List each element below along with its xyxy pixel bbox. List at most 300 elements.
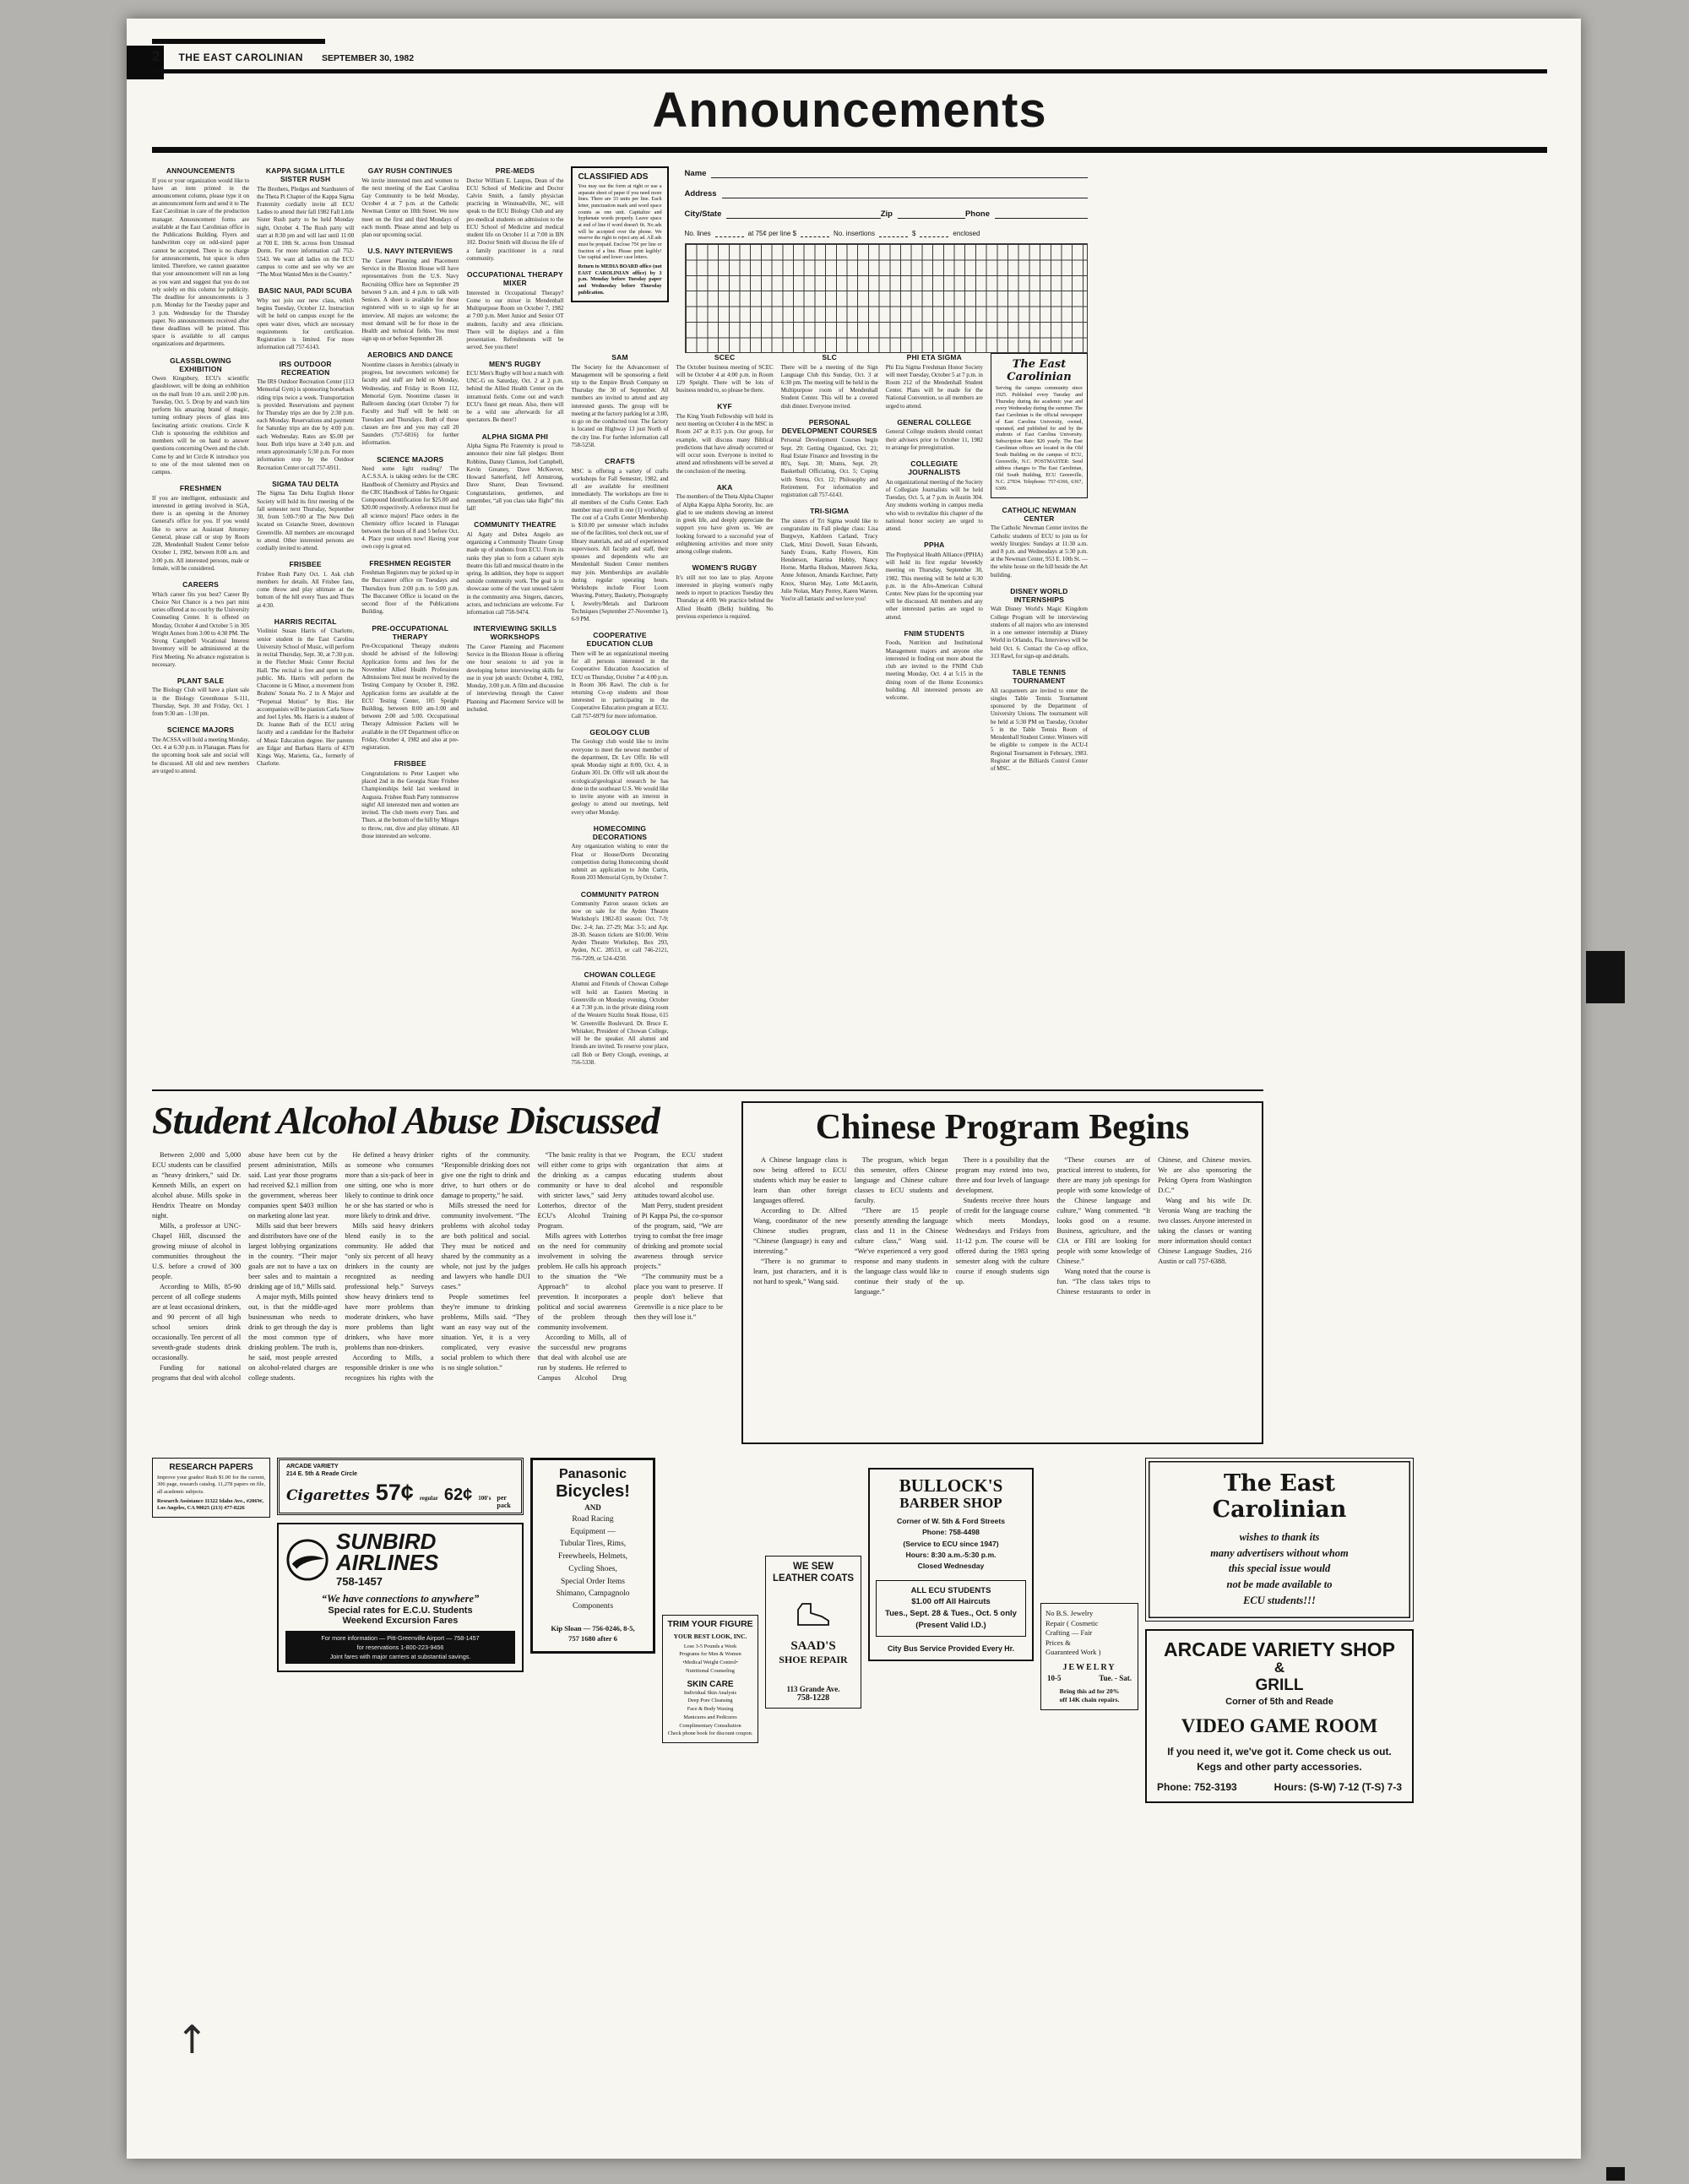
announcement-heading: COMMUNITY THEATRE — [474, 520, 557, 530]
announcement-article — [361, 624, 459, 752]
form-name-line — [685, 168, 1088, 178]
announcement-heading: AEROBICS AND DANCE — [367, 350, 453, 360]
panasonic-lines — [538, 1513, 648, 1613]
sunbird-top-row — [285, 1531, 515, 1587]
announcement-article — [886, 353, 983, 410]
announcement-body: The sisters of Tri Sigma would like to congratulate its Fall pledge class: Lisa Burgwyn, Kathleen Carland, Tracy Clark, Mitzi Dowell, Susan Edwards, Sandy Evans, Kathy Flowers, Kim Henderson, Katrina Hobby, Nancy Horne, Martha Hudson, Maureen Jicka, Anne Johnson, Amanda Karchner, Patty Knox, Sharon May, Lotte McLaurin, Julie Nolan, Mary Perrey, Karen Warren. You're all fantastic and we love you! — [780, 517, 878, 603]
announcement-heading: COOPERATIVE EDUCATION CLUB — [586, 631, 654, 649]
arcade-cigarettes-ad — [277, 1458, 524, 1516]
text-line: Prices & — [1045, 1638, 1071, 1647]
announcement-heading: ALPHA SIGMA PHI — [481, 432, 549, 441]
form-city-line — [685, 209, 1088, 219]
announcements-title: Announcements — [652, 83, 1047, 138]
arcade-variety-grill-ad — [1145, 1629, 1414, 1803]
ec-thank-you-lines — [1159, 1529, 1399, 1609]
article-paragraph: According to Mills, all of the successful new programs that deal with alcohol use are run by students. He referred to Campus Alcohol Drug Program, the ECU student organization that aims at educating students about alcohol and responsible attitudes toward alcohol use. — [537, 1150, 723, 1383]
announcement-heading: ANNOUNCEMENTS — [166, 166, 236, 175]
article-paragraph: According to Mills, 85-90 percent of all college students are at least occasional drinkers, and 90 percent of all high school seniors drink occasionally. Ten percent of all seventh-grade students drink occasionally. — [152, 1283, 242, 1362]
form-numbers-line — [685, 229, 1088, 237]
sunbird-phone: 758-1457 — [336, 1574, 383, 1588]
scan-artifact-arrow: ↑ — [176, 2017, 209, 2062]
announcement-heading: KYF — [717, 402, 732, 411]
announcement-body: If you or your organization would like to have an item printed in the announcement column, please type it on an announcement form and send it to The East Carolinian in care of the production manager. Announcement forms are available at the East Carolinian office in the Publications Building. Flyers and handwritten copy on odd-sized paper cannot be accepted. There is no charge for announcements, but space is often limited. Therefore, we cannot guarantee that your announcement will run as long as you want and suggest that you do not rely solely on this column for publicity. The deadline for announcements is 3 p.m. Monday for the Tuesday paper and 3 p.m. Wednesday for the Thursday paper. No announcements received after these deadlines will be printed. This space is available to all campus organizations and departments. — [152, 177, 250, 348]
alcohol-article-body — [152, 1150, 723, 1429]
text-line: Nutritional Counseling — [686, 1667, 735, 1674]
jewelry-hours-row — [1045, 1674, 1133, 1682]
announcement-heading: AKA — [716, 482, 733, 492]
announcement-article — [676, 563, 774, 621]
jewelry-name: JEWELRY — [1062, 1662, 1116, 1672]
cigarettes-store-name: ARCADE VARIETY — [286, 1463, 339, 1470]
saads-name-2: SHOE REPAIR — [779, 1653, 848, 1665]
feature-articles — [152, 1089, 1263, 1444]
article-paragraph: According to Mills, a responsible drinker is one who recognizes his rights with the rights of the community. “Responsible drinking does not give one the right to drink and drive, to hurt others or do damage to property,” he said. — [345, 1150, 530, 1383]
cigarettes-label-regular: regular — [419, 1495, 438, 1502]
panasonic-product: Bicycles! — [556, 1481, 630, 1501]
announcement-heading: CAREERS — [182, 580, 220, 589]
text-line: Closed Wednesday — [917, 1562, 985, 1571]
announcement-heading: FNIM STUDENTS — [904, 628, 965, 638]
announcement-article — [781, 353, 878, 410]
announcement-article — [886, 459, 983, 533]
text-line: Deep Pore Cleansing — [687, 1698, 733, 1704]
classified-title: CLASSIFIED ADS — [578, 172, 649, 182]
announcement-article — [466, 166, 563, 263]
announcements-column-2 — [257, 166, 354, 776]
panasonic-brand: Panasonic — [558, 1466, 627, 1481]
page-number: 2 — [152, 48, 160, 64]
announcements-column-5 — [571, 353, 668, 1074]
panasonic-contact-line-2: 757 1680 after 6 — [568, 1634, 617, 1643]
announcement-body: An organizational meeting of the Society of Collegiate Journalists will be held Tuesday, Oct. 5, at 7 p.m. in Austin 304. Any students working in campus media who wish to revitalize this chapter of the national honor society are urged to attend. — [885, 478, 983, 533]
grill-pitch-2: Kegs and other party accessories. — [1197, 1760, 1362, 1773]
grill-phone-hours-row — [1157, 1781, 1402, 1793]
text-line: Phone: 758-4498 — [922, 1528, 980, 1537]
text-line: •Medical Weight Control• — [682, 1660, 738, 1666]
bullocks-footer: City Bus Service Provided Every Hr. — [887, 1643, 1015, 1653]
grill-name: ARCADE VARIETY SHOP — [1164, 1638, 1395, 1660]
article-paragraph: A major myth, Mills pointed out, is that the middle-aged businessman who needs to drink to get through the day is the most common type of drinking problem. The truth is, he said, most people arrested on alcohol-related charges are college students. — [248, 1293, 338, 1383]
announcement-body: Foods, Nutrition and Institutional Management majors and anyone else interested in finding out more about the club are invited to the FNIM Club meeting Monday, Oct. 4 at 5:15 in the dining room of the Home Economics building. All interested persons are welcome. — [885, 639, 983, 702]
research-ad-address: Research Assistance 11322 Idaho Ave., #206W, Los Angeles, CA 90025 (213) 477-8226 — [157, 1497, 263, 1512]
announcement-heading: DISNEY WORLD INTERNSHIPS — [1010, 586, 1068, 604]
announcement-body: The Career Planning and Placement Service in the Bloxton House is offering one hour sessions to aid you in developing better interviewing skills for use in your job search: October 4, 1982, Monday, 3:00 p.m. A film and discussion of interviewing through the Career Planning and Placement Service will be included. — [466, 643, 564, 713]
announcement-body: The October business meeting of SCEC will be October 4 at 4:00 p.m. in Room 129 Speight. There will be lots of business tended to, so please be there. — [676, 363, 774, 394]
announcements-column-9 — [991, 353, 1088, 780]
sunbird-name-block — [336, 1531, 515, 1587]
announcement-article — [571, 353, 668, 449]
announcement-body: There will be an organizational meeting for all persons interested in the Cooperative Education Association of ECU on Thursday, October 7 at 4:00 p.m. in Room 306 Rawl. The club is for returning Co-op students and those interested in participating in the Cooperative Education program at ECU. Call 757-6979 for more information. — [571, 649, 669, 720]
trim-skin-care-title: SKIN CARE — [687, 1679, 734, 1689]
bullocks-barber-shop-ad — [868, 1468, 1034, 1661]
bullocks-name: BULLOCK'S — [899, 1475, 1003, 1496]
text-line: Joint fares with major carriers at substantial savings. — [329, 1652, 471, 1660]
ad-stack-right — [1145, 1458, 1414, 1803]
announcement-body: Noontime classes in Aerobics (already in progress, but newcomers welcome) for faculty and staff are held on Monday, Wednesday, and Friday in Room 112, Memorial Gym. Noontime classes in Ballroom dancing (start October 7) for Faculty and Staff will be held on Tuesdays and Thursdays. Both of these classes are free and you may call 20 Saunders (757-6016) for further information. — [361, 361, 459, 447]
announcement-heading: WOMEN'S RUGBY — [692, 563, 758, 573]
shoe-icon — [795, 1602, 832, 1627]
text-line: Lose 3-5 Pounds a Week — [683, 1643, 737, 1649]
article-paragraph: There is a possibility that the program may extend into two, three and four levels of language development. — [955, 1155, 1050, 1195]
announcement-article — [152, 166, 249, 349]
grill-name-2: GRILL — [1255, 1676, 1304, 1694]
form-currency-label: $ — [911, 230, 916, 237]
cigarettes-label-100s: 100's — [478, 1495, 491, 1502]
announcement-heading: PRE-MEDS — [495, 166, 535, 175]
bullocks-info-lines — [876, 1516, 1026, 1573]
cigarettes-store-address: 214 E. 5th & Reade Circle — [286, 1470, 358, 1477]
page-content — [127, 19, 1581, 1803]
announcements-rule — [152, 147, 1547, 153]
article-paragraph: He defined a heavy drinker as someone who consumes more than a six-pack of beer in one sitting, one who is more likely to continue to drink once he or she has started or who is more likely to drink and drive. — [345, 1150, 434, 1220]
trim-lines — [666, 1643, 754, 1676]
announcement-body: The Career Planning and Placement Service in the Bloxton House will have representatives from the U.S. Navy Recruiting Office here on September 29 between 9 a.m. and 4 p.m. to talk with Seniors. A sheet is available for those registered with us to sign up for an interview. All majors are welcome; the most demand will be for those in the Health and technical fields. You must sign up on or before September 28. — [361, 257, 459, 343]
grill-phone: Phone: 752-3193 — [1157, 1780, 1237, 1793]
trim-skin-care-lines — [666, 1689, 754, 1739]
announcement-heading: FRISBEE — [289, 560, 322, 569]
jewelry-offer — [1045, 1687, 1133, 1705]
announcement-body: There will be a meeting of the Sign Language Club this Sunday, Oct. 3 at 6:30 pm. The meeting will be held in the Multipurpose room of Mendenhall Student Center. This will be a covered dish dinner. Everyone invited. — [780, 363, 878, 410]
announcement-article — [676, 483, 774, 556]
grill-pitch-1: If you need it, we've got it. Come check us out. — [1167, 1745, 1392, 1758]
announcement-body: Freshman Registers may be picked up in the Buccaneer office on Tuesdays and Thursdays from 2:00 p.m. to 5:00 p.m. The Buccaneer Office is located on the second floor of the Publications Building. — [361, 569, 459, 616]
announcement-article — [257, 286, 354, 351]
form-zip-label: Zip — [880, 209, 893, 219]
form-zip-field — [898, 209, 965, 219]
announcement-body: The Brothers, Pledges and Stardusters of the Theta Pi Chapter of the Kappa Sigma Fraternity cordially invite all ECU Ladies to attend their fall 1982 Fall Little Sister Rush party to be held Monday night, October 4. The Rush party will start at 8:30 pm and will last until 11:00 at 700 E. 10th St. across from Umstead Dorm. For more information call 752-5543. We want all ladies on the ECU campus to come and see why we are “The Most Wanted Men in the Country.” — [257, 185, 355, 279]
text-line: off 14K chain repairs. — [1059, 1696, 1120, 1704]
announcement-heading: U.S. NAVY INTERVIEWS — [367, 247, 453, 256]
text-line: Programs for Men & Women — [679, 1651, 741, 1658]
masthead-row — [152, 48, 1547, 65]
announcement-article — [886, 541, 983, 622]
sunbird-fine-print — [285, 1631, 515, 1664]
newspaper-page — [127, 19, 1581, 2159]
announcement-body: The Society for the Advancement of Management will be sponsoring a field trip to the Empire Brush Company on Thursday the 30 of September. All members are invited to attend and any interested guests. The group will be meeting at the factory parking lot at 3:00, to go on the conducted tour. The factory is located on Highway 13 just North of the city line. For further information call 758-5258. — [571, 363, 669, 448]
announcement-article — [257, 480, 354, 552]
grill-ampersand: & — [1274, 1659, 1285, 1676]
article-paragraph: “The basic reality is that we will either come to grips with the drinking as a campus community or have to deal with stricter laws,” said Jerry Lotterhos, director of the ECU's Alcohol Training Program. — [537, 1150, 627, 1231]
text-line: many advertisers without whom — [1210, 1546, 1349, 1559]
announcement-body: All racqueteers are invited to enter the singles Table Tennis Tournament sponsored by the Department of University Unions. The tournament will be held at 5:30 PM on Tuesday, October 5 in the Table Tennis Room of Mendenhall Student Center. Winners will be eligible to compete in the ACU-I Regional Tournament in February, 1983. Register at the Billiards Control Center of MSC. — [990, 687, 1088, 772]
bullocks-offer-box — [876, 1580, 1026, 1637]
saads-leather-coats: LEATHER COATS — [772, 1573, 855, 1584]
jewelry-hours: 10-5 — [1047, 1673, 1062, 1682]
chinese-article — [741, 1101, 1263, 1444]
research-ad-title: RESEARCH PAPERS — [169, 1462, 253, 1472]
announcement-article — [361, 166, 459, 239]
announcement-heading: FRISBEE — [394, 759, 426, 769]
text-line: this special issue would — [1228, 1562, 1331, 1575]
research-papers-ad — [152, 1458, 270, 1518]
article-paragraph: Students receive three hours of credit for the language course which meets Mondays, Wednesdays and Fridays from 11-12 p.m. The course will be offered during the 1983 spring semester along with the culture course if enough students sign up. — [955, 1197, 1050, 1286]
announcement-body: General College students should contact their advisers prior to October 11, 1982 to arrange for preregistration. — [885, 428, 983, 451]
announcement-article — [361, 455, 459, 551]
announcement-heading: TABLE TENNIS TOURNAMENT — [1012, 668, 1067, 686]
panasonic-and: AND — [584, 1502, 601, 1512]
announcement-heading: SCEC — [714, 353, 736, 361]
form-address-line — [685, 188, 1088, 198]
announcement-article — [152, 725, 249, 775]
form-enclosed-field — [920, 229, 948, 237]
text-line: Shimano, Campagnolo — [556, 1589, 630, 1599]
text-line: Tubular Tires, Rims, — [559, 1540, 627, 1549]
text-line: For more information — Pitt-Greenville Airport — 758-1457 — [321, 1633, 480, 1642]
announcement-body: It's still not too late to play. Anyone interested in playing women's rugby needs to report to practices Tuesday thru Thursday at 4:00. We practice behind the Allied Health (Belk) building. No previous experience is required. — [676, 573, 774, 620]
announcement-body: Alumni and Friends of Chowan College will hold an Eastern Meeting in Greenville on Monday evening, October 4 at 7:30 p.m. in the private dining room of the Western Sizzlin Steak House, 615 W. Greenville Boulevard. Dr. Bruce E. Whitaker, President of Chowan College, will be the speaker. All alumni and friends are invited. To reserve your place, call Bob or Betty Clough, evenings, at 756-5338. — [571, 981, 669, 1066]
classified-order-form — [676, 166, 1088, 353]
article-paragraph: “These courses are of practical interest to students, for there are many job openings for people with some knowledge of the Chinese language and culture,” Wang commented. “It looks good on a resume. Business, agriculture, and the CIA or FBI are looking for people with some knowledge of Chinese.” — [1056, 1155, 1151, 1266]
ec-thank-you-title: The East Carolinian — [1212, 1470, 1347, 1523]
saads-shoe-repair-ad — [765, 1556, 861, 1709]
announcement-body: Any organization wishing to enter the Float or House/Dorm Decorating competition during Homecoming should submit an application to John Curtis, Room 203 Memorial Gym, by October 7. — [571, 843, 669, 882]
announcement-article — [991, 587, 1088, 660]
sunbird-airlines-ad — [277, 1523, 524, 1671]
announcement-body: Owen Kingsbury, ECU's scientific glassblower, will be doing an exhibition on the mall from 10 a.m. until 2:00 p.m. Tuesday, Oct. 5. Drop by and watch him perform his amazing brand of magic, turning ordinary pieces of glass into fascinating artistic creations. Circle K Club is sponsoring the exhibition and members will be on hand to answer questions concerning Owen and the club. Come by and let Circle K introduce you to one of the most talented men on campus. — [152, 375, 250, 476]
announcement-article — [466, 270, 563, 351]
masthead-rule — [152, 69, 1547, 73]
article-paragraph: “There are 15 people presently attending the language class and 11 in the Chinese culture class,” Wang said. “We've experienced a very good response and many students in the language class would like to continue their study of the language.” — [854, 1207, 948, 1296]
text-line: Check phone book for discount coupon. — [667, 1730, 753, 1737]
research-ad-body: Improve your grades! Rush $1.00 for the current, 306 page, research catalog. 11,278 papers on file, all academic subjects. — [157, 1474, 265, 1495]
announcements-column-4 — [466, 166, 563, 721]
announcement-article — [991, 506, 1088, 579]
announcement-body: The Biology Club will have a plant sale in the Biology Greenhouse S-111, Thursday, Sept. 30 and Friday, Oct. 1 from 9:30 am - 1:30 pm. — [152, 687, 250, 718]
announcements-column-3 — [361, 166, 459, 848]
text-line: Repair ( Cosmetic — [1045, 1618, 1099, 1627]
scan-artifact-strip-1 — [1586, 951, 1625, 1003]
cigarettes-price-regular: 57¢ — [375, 1480, 414, 1506]
form-city-field — [726, 209, 880, 219]
announcement-heading: SLC — [822, 353, 838, 361]
text-line: ALL ECU STUDENTS — [910, 1585, 991, 1595]
announcement-heading: PRE-OCCUPATIONAL THERAPY — [372, 623, 449, 641]
announcement-body: ECU Men's Rugby will host a match with UNC-G on Saturday, Oct. 2 at 2 p.m. behind the Allied Health Center on the intramural fields. Come out and watch ECU's finest get mean. Also, there will be a wild one afterwards for all spectators. Be there!! — [466, 370, 564, 424]
text-line: wishes to thank its — [1239, 1530, 1320, 1543]
announcement-article — [991, 668, 1088, 773]
announcement-heading: FRESHMEN REGISTER — [369, 558, 452, 568]
article-paragraph: Wang noted that the course is fun. “The class takes trips to Chinese restaurants to order in Chinese, and Chinese movies. We are also sponsoring the Peking Opera from Washington D.C.” — [1056, 1155, 1252, 1296]
text-line: Corner of W. 5th & Ford Streets — [897, 1517, 1005, 1526]
panasonic-contact — [538, 1623, 648, 1645]
announcement-heading: CRAFTS — [605, 457, 635, 466]
announcement-body: Walt Disney World's Magic Kingdom College Program will be interviewing students of all majors who are interested in a one semester internship at Disney World in Orlando, Fla. Interviews will be held Oct. 6. Contact the Co-op office, 313 Rawl, for sign-up and details. — [990, 606, 1088, 660]
text-line: Guaranteed Work ) — [1045, 1648, 1101, 1657]
form-no-lines-field — [715, 229, 744, 237]
text-line: Road Racing — [572, 1514, 614, 1524]
announcement-heading: GENERAL COLLEGE — [897, 417, 972, 426]
announcement-body: Phi Eta Sigma Freshman Honor Society will meet Tuesday, October 5 at 7 p.m. in Room 212 of the Mendenhall Student Center. Plans will be made for the National Convention, so all members are urged to attend. — [885, 363, 983, 410]
announcement-body: The IRS Outdoor Recreation Center (113 Memorial Gym) is sponsoring horseback riding trips twice a week. Transportation is provided. Reservations and payment for Thursday trips are due by 2:30 p.m. each Monday. Reservations and payment for Saturday trips are due by 4:00 p.m. each Wednesday. Rates are $5.00 per hour. Both trips leave at 3:40 p.m. and return approximately 5:30 p.m. For more information stop by the Outdoor Recreation Center or call 757-6911. — [257, 378, 355, 471]
announcement-heading: KAPPA SIGMA LITTLE SISTER RUSH — [265, 166, 345, 184]
announcement-article — [571, 728, 668, 817]
text-line: (Service to ECU since 1947) — [903, 1539, 999, 1548]
form-address-label: Address — [684, 189, 717, 198]
text-line: not be made available to — [1226, 1578, 1333, 1591]
announcement-body: If you are intelligent, enthusiastic and interested in getting involved in SGA, there is an opening in the Attorney General's office for you. If you would like to serve as Assistant Attorney General, please call or stop by Room 228, Mendenhall Student Center before October 1, 1982, between 8:00 a.m. and 3:00 p.m. All interested persons, male or female, will be considered. — [152, 494, 250, 572]
announcement-heading: SIGMA TAU DELTA — [272, 479, 339, 488]
article-paragraph: “The community must be a place you want to preserve. If people don't believe that Greenville is a nice place to be then they will lose it.” — [633, 1273, 723, 1322]
ec-subscription-body: Serving the campus community since 1925. Published every Tuesday and Thursday during the academic year and every Wednesday during the summer. The East Carolinian is the official newspaper of East Carolina University, owned, operated, and published for and by the students of East Carolina University. Subscription Rate: $20 yearly. The East Carolinian offices are located in the Old South Building on the campus of ECU, Greenville, N.C. POSTMASTER: Send address changes to The East Carolinian, Old South Building, ECU Greenville, N.C. 27834. Telephone: 757-6366, 6367, 6309. — [995, 386, 1083, 492]
sunbird-name: SUNBIRD AIRLINES — [336, 1529, 439, 1576]
announcement-heading: GLASSBLOWING EXHIBITION — [170, 356, 231, 373]
announcement-article — [676, 353, 774, 394]
article-paragraph: Funding for national programs that deal with alcohol abuse have been cut by the present administration, Mills said. Last year those programs had received $2.1 million from the government, whereas beer companies spent $403 million on marketing alone last year. — [152, 1150, 338, 1383]
form-insertions-label: No. insertions — [834, 230, 875, 237]
announcement-article — [781, 418, 878, 499]
announcement-body: Al Agaty and Debra Angelo are organizing a Community Theatre Group made up of students from ECU. From its ranks they plan to form a cabaret style theatre this fall and musical theatre in the spring. In addition, they hope to support outside community work. The goal is to showcase some of the vast unused talent in the community area. Singers, dancers, actors, and technicians are welcome. For information call 758-9474. — [466, 530, 564, 617]
announcement-heading: SAM — [611, 353, 628, 361]
text-line: Hours: 8:30 a.m.-5:30 p.m. — [905, 1550, 997, 1559]
ec-subscription-title: The East Carolinian — [1007, 358, 1072, 383]
article-paragraph: “There is no grammar to learn, just characters, and it is not hard to speak,” Wang said. — [753, 1258, 847, 1286]
form-name-field — [711, 168, 1088, 178]
jewelry-days: Tue. - Sat. — [1099, 1673, 1132, 1682]
cigarettes-store-lines — [286, 1464, 514, 1479]
announcement-heading: PLANT SALE — [177, 676, 225, 685]
sunbird-line-2: Weekend Excursion Fares — [342, 1615, 459, 1626]
announcement-heading: CHOWAN COLLEGE — [584, 970, 656, 979]
announcement-article — [257, 560, 354, 610]
announcement-heading: IRS OUTDOOR RECREATION — [279, 359, 332, 377]
announcement-heading: PERSONAL DEVELOPMENT COURSES — [781, 417, 877, 435]
alcohol-article — [152, 1098, 723, 1444]
article-paragraph: People sometimes feel they're immune to drinking problems, Mills said. “They want an easy way out of the situation. Yet, it is a very complicated, very evasive social problem to which there is no single solution.” — [441, 1293, 530, 1372]
jewelry-repair-ad — [1040, 1603, 1138, 1710]
scan-artifact-strip-2 — [1606, 2167, 1625, 2181]
grill-video-game-room: VIDEO GAME ROOM — [1181, 1714, 1378, 1736]
announcement-article — [676, 402, 774, 475]
form-no-lines-label: No. lines — [684, 230, 711, 237]
trim-your-figure-ad — [662, 1615, 758, 1743]
article-paragraph: A Chinese language class is now being offered to ECU students which may be easier to learn than other foreign languages offered. — [753, 1155, 847, 1205]
form-address-field — [722, 188, 1088, 198]
masthead-date: SEPTEMBER 30, 1982 — [321, 53, 415, 63]
saads-we-sew: WE SEW — [793, 1561, 834, 1572]
classified-writing-grid — [685, 243, 1088, 353]
announcement-body: The members of the Theta Alpha Chapter of Alpha Kappa Alpha Sorority, Inc. are glad to see students showing an interest in greek life, and deeply appreciate the support you have given us. We are looking forward to a successful year of enlightening activities and more unity among college students. — [676, 493, 774, 555]
announcement-article — [152, 676, 249, 718]
sunbird-logo-icon — [285, 1538, 329, 1582]
announcement-body: MSC is offering a variety of crafts workshops for Fall Semester, 1982, and all are available for enrollment immediately. The workshops are free to all members of the Crafts Center. Each member may enroll in one (1) workshop. The cost of a Crafts Center Membership is $10.00 per semester which includes use of the facilities, tool check out, use of library materials, and aid of experienced supervisors. All faculty and staff, their spouses and dependents who are Mendenhall Student Center members may join. Memberships are available during regular operating hours. Workshops include Floor Loom Weaving, Pottery, Basketry, Photography I, Jewelry/Metals and Darkroom Techniques (September 27-November 1), 6-9 PM. — [571, 467, 669, 623]
announcement-heading: COMMUNITY PATRON — [580, 889, 660, 899]
text-line: Cycling Shoes, — [568, 1564, 617, 1573]
text-line: Manicures and Pedicures — [683, 1714, 737, 1720]
form-name-label: Name — [684, 169, 707, 178]
announcement-body: Frisbee Rush Party Oct. 1. Ask club members for details. All Frisbee fans, come throw and play ultimate at the bottom of the hill every Tues and Thurs at 4:30. — [257, 570, 355, 609]
announcements-section — [152, 166, 1088, 1074]
sunbird-tagline: “We have connections to anywhere” — [321, 1592, 480, 1605]
announcement-body: Doctor William E. Laupus, Dean of the ECU School of Medicine and Doctor Calvin Smith, a family physician practicing in Winsteadville, NC, will speak to the ECU Biology Club and any pre-medical students on admission to the ECU School of Medicine and medical student life on October 11 at 7:00 in BN 102. Doctor Smith will discuss the life of a family practitioner in a rural community. — [466, 177, 564, 262]
saads-name: SAAD'S — [790, 1638, 836, 1653]
form-insertions-field — [879, 229, 908, 237]
announcement-heading: SCIENCE MAJORS — [166, 725, 235, 735]
ad-stack-left — [277, 1458, 524, 1672]
announcement-body: We invite interested men and women to the next meeting of the East Carolina Gay Community to be held Monday, October 4 at 7 p.m. at the Catholic Newman Center on 10th Street. We now meet on the first and third Mondays of each month. Please attend and help us plan our upcoming social. — [361, 177, 459, 239]
announcement-heading: SCIENCE MAJORS — [377, 454, 444, 464]
announcement-article — [466, 624, 563, 714]
announcement-body: Congratulations to Peter Laupert who placed 2nd in the Georgia State Frisbee Championships held last weekend in Augusta. Frisbee Rush Party tommorrow night! All interested men and women are invited. The club meets every Tues. and Thurs. at the bottom of the hill by Minges to throw, run, dive and play ultimate. All those interested are welcome. — [361, 769, 459, 839]
announcement-heading: COLLEGIATE JOURNALISTS — [908, 459, 961, 477]
announcement-body: Pre-Occupational Therapy students should be advised of the following: Application forms and fees for the November Allied Health Professions Admissions Test must be received by the Testing Company by October 8, 1982. Application forms are available at the ECU Testing Center, 105 Speight Building, between 8:00 am-1:00 and between 2:00 and 5:00. Occupational Therapy Admission Packets will be available in the OT Department office on Friday, October 4, 1982 and also at pre-registration. — [361, 643, 459, 752]
announcement-article — [466, 432, 563, 513]
bullocks-name-2: BARBER SHOP — [899, 1495, 1002, 1512]
announcement-article — [571, 890, 668, 963]
form-enclosed-label: enclosed — [953, 230, 980, 237]
announcement-article — [571, 824, 668, 883]
text-line: Bring this ad for 20% — [1059, 1687, 1120, 1695]
announcement-article — [257, 617, 354, 769]
announcements-column-7 — [781, 353, 878, 611]
grill-address: Corner of 5th and Reade — [1225, 1696, 1333, 1707]
announcement-heading: HARRIS RECITAL — [274, 617, 337, 626]
jewelry-lines — [1045, 1609, 1133, 1658]
announcement-body: Alpha Sigma Phi Fraternity is proud to announce their nine fall pledges: Brent Robbins, Danny Clanton, Joel Campbell, Kevin Greaney, Dave McKeever, Howard Satterfield, Jeff Armstrong, Dave Sharer, Dean Townsend. Congratulations, gentlemen, and remember, “all you class take flight” this fall! — [466, 443, 564, 513]
grill-hours: Hours: (S-W) 7-12 (T-S) 7-3 — [1274, 1780, 1402, 1793]
text-line: Complimentary Consultation — [679, 1722, 741, 1729]
saads-phone: 758-1228 — [796, 1692, 830, 1703]
announcement-article — [361, 759, 459, 840]
article-paragraph: Mills, a professor at UNC-Chapel Hill, discussed the growing misuse of alcohol in communities throughout the U.S. before a crowd of 300 people. — [152, 1222, 242, 1281]
text-line: Crafting — Fair — [1045, 1628, 1093, 1638]
announcement-body: The Sigma Tau Delta English Honor Society will hold its first meeting of the fall semester next Thursday, September 30, from 5:00-7:00 at The New Deli located on Cotanche Street, downtown Greenville. All members are encouraged to attend. Other interested persons are cordially invited to attend. — [257, 490, 355, 551]
article-paragraph: Mills stressed the need for community involvement. “The problems with alcohol today are both political and social. They must be noticed and shared by the community as a whole, not just by the judges and lawyers who handle DUI cases.” — [441, 1202, 530, 1291]
announcement-body: Why not join our new class, which begins Tuesday, October 12. Instruction will be held on campus except for the open water dives, which are necessary requirements for certification. Registration is limited. For more information call 757-6143. — [257, 296, 355, 351]
announcement-heading: FRESHMEN — [179, 484, 222, 493]
text-line: Freewheels, Helmets, — [557, 1552, 628, 1562]
announcement-heading: MEN'S RUGBY — [488, 359, 541, 368]
announcement-article — [257, 360, 354, 472]
announcement-heading: PHI ETA SIGMA — [906, 353, 963, 361]
announcement-heading: CATHOLIC NEWMAN CENTER — [1002, 505, 1077, 523]
announcement-heading: INTERVIEWING SKILLS WORKSHOPS — [473, 624, 557, 642]
masthead-rule-short — [152, 39, 325, 44]
announcement-article — [361, 247, 459, 343]
article-paragraph: Wang and his wife Dr. Veronia Wang are teaching the two classes. Anyone interested in taking the classes or wanting more information should contact Chinese Language Studies, 216 Austin or call 757-6388. — [1158, 1197, 1252, 1266]
announcement-article — [571, 631, 668, 720]
announcements-column-1 — [152, 166, 249, 783]
form-city-label: City/State — [684, 209, 722, 219]
classified-return-note: Return to MEDIA BOARD office (not EAST CAROLINIAN office) by 3 p.m. Monday before Tuesday paper and Wednesday before Thursday publication. — [578, 264, 662, 296]
announcement-article — [152, 356, 249, 477]
form-rate-field — [801, 229, 829, 237]
ec-thank-you-box — [1145, 1458, 1414, 1622]
announcements-column-8 — [886, 353, 983, 709]
announcement-heading: OCCUPATIONAL THERAPY MIXER — [466, 270, 563, 288]
alcohol-headline: Student Alcohol Abuse Discussed — [152, 1098, 660, 1142]
announcement-article — [571, 457, 668, 623]
cigarettes-price-row — [286, 1480, 514, 1509]
announcement-article — [152, 580, 249, 669]
announcement-heading: GAY RUSH CONTINUES — [367, 166, 453, 175]
text-line: Face & Body Waxing — [687, 1706, 734, 1713]
article-paragraph: The program, which began this semester, offers Chinese language and Chinese culture classes to ECU students and faculty. — [854, 1155, 948, 1205]
cigarettes-product: Cigarettes — [286, 1487, 370, 1505]
form-rate-label: at 75¢ per line $ — [747, 230, 797, 237]
panasonic-contact-line-1: Kip Sloan — 756-0246, 8-5, — [551, 1623, 635, 1633]
classified-body: You may use the form at right or use a separate sheet of paper if you need more lines. There are 33 units per line. Each letter, punctuation mark and word space counts as one unit. Capitalize and hyphenate words properly. Leave space at end of line if word doesn't fit. No ads will be accepted over the phone. We reserve the right to reject any ad. All ads must be prepaid. Enclose 75¢ per line or fraction of a line. Please print legibly! Use capital and lower case letters. — [578, 184, 662, 261]
announcement-body: Violinist Susan Harris of Charlotte, senior student in the East Carolina University School of Music, will perform in recital Thursday, Sept. 30, at 7:30 p.m. in the Fletcher Music Center Recital Hall. The recital is free and open to the public. Ms. Harris will perform the Chaconne in G Minor, a movement from Brahms' Sonata No. 2 in A Major and “Perpetual Motion” by Ries. Her accompanists will be pianists Carla Snow and Joel Lyles. Ms. Harris is a student of Dr. Joanne Bath of the ECU string faculty and a candidate for the Bachelor of Music Education degree. Her parents are Edgar and Barbara Harris of 4370 Kings Way, Marietta, Ga., formerly of Charlotte. — [257, 627, 355, 768]
cigarettes-price-100s: 62¢ — [443, 1486, 473, 1505]
article-paragraph: Mills said that beer brewers and distributors have one of the largest lobbying organizations in the country. “Their major goals are not to have a tax on beer sales and to maintain a drinking age of 18,” Mills said. — [248, 1222, 338, 1291]
announcement-article — [886, 418, 983, 452]
announcement-article — [466, 360, 563, 425]
sunbird-line-1: Special rates for E.C.U. Students — [328, 1605, 473, 1616]
text-line: Components — [572, 1602, 614, 1611]
form-phone-label: Phone — [964, 209, 990, 219]
announcement-heading: GEOLOGY CLUB — [589, 727, 650, 736]
text-line: Equipment — — [570, 1527, 616, 1536]
